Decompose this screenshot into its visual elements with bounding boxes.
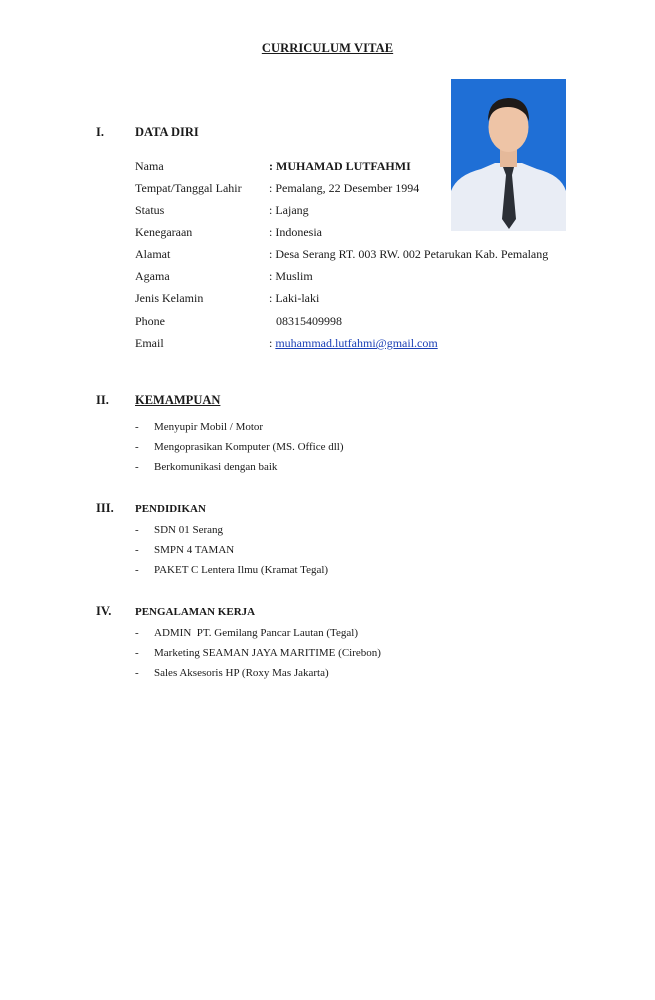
section-title-kemampuan: KEMAMPUAN <box>135 393 221 407</box>
bullet-dash: - <box>135 647 139 659</box>
item-text: Mengoprasikan Komputer (MS. Office dll) <box>154 441 344 453</box>
section-number-data-diri: I. <box>96 125 104 139</box>
section-number-pendidikan: III. <box>96 501 114 515</box>
bullet-dash: - <box>135 461 139 473</box>
item-text: ADMIN PT. Gemilang Pancar Lautan (Tegal) <box>154 627 358 639</box>
profile-photo <box>451 79 566 231</box>
field-value: : Lajang <box>269 203 309 217</box>
field-value: : Desa Serang RT. 003 RW. 002 Petarukan Kab. Pemalang <box>269 247 549 261</box>
item-text: Marketing SEAMAN JAYA MARITIME (Cirebon) <box>154 647 381 659</box>
item-text: Menyupir Mobil / Motor <box>154 421 264 433</box>
field-label: Phone <box>135 314 165 328</box>
bullet-dash: - <box>135 544 139 556</box>
bullet-dash: - <box>135 564 139 576</box>
person-portrait-icon <box>451 79 566 231</box>
bullet-dash: - <box>135 627 139 639</box>
field-value: : MUHAMAD LUTFAHMI <box>269 159 411 173</box>
field-label: Agama <box>135 269 170 283</box>
section-title-pendidikan: PENDIDIKAN <box>135 503 206 515</box>
bullet-dash: - <box>135 524 139 536</box>
item-text: PAKET C Lentera Ilmu (Kramat Tegal) <box>154 564 329 576</box>
field-value: : Pemalang, 22 Desember 1994 <box>269 181 420 195</box>
field-value: : muhammad.lutfahmi@gmail.com <box>269 336 438 350</box>
section-title-data-diri: DATA DIRI <box>135 125 199 139</box>
bullet-dash: - <box>135 441 139 453</box>
field-value: : Indonesia <box>269 225 322 239</box>
field-label: Kenegaraan <box>135 225 193 239</box>
field-value: : Laki-laki <box>269 291 320 305</box>
field-label: Jenis Kelamin <box>135 291 204 305</box>
document-title: CURRICULUM VITAE <box>261 41 394 55</box>
field-label: Status <box>135 203 165 217</box>
field-value: 08315409998 <box>276 314 342 328</box>
item-text: Berkomunikasi dengan baik <box>154 461 278 473</box>
bullet-dash: - <box>135 421 139 433</box>
item-text: Sales Aksesoris HP (Roxy Mas Jakarta) <box>154 667 329 679</box>
email-link[interactable]: muhammad.lutfahmi@gmail.com <box>275 336 438 350</box>
section-number-pengalaman-kerja: IV. <box>96 604 112 618</box>
field-label: Alamat <box>135 247 171 261</box>
item-text: SDN 01 Serang <box>154 524 224 536</box>
bullet-dash: - <box>135 667 139 679</box>
field-label: Email <box>135 336 164 350</box>
section-number-kemampuan: II. <box>96 393 109 407</box>
field-value: : Muslim <box>269 269 313 283</box>
field-label: Tempat/Tanggal Lahir <box>135 181 242 195</box>
field-label: Nama <box>135 159 164 173</box>
item-text: SMPN 4 TAMAN <box>154 544 235 556</box>
section-title-pengalaman-kerja: PENGALAMAN KERJA <box>135 606 256 618</box>
